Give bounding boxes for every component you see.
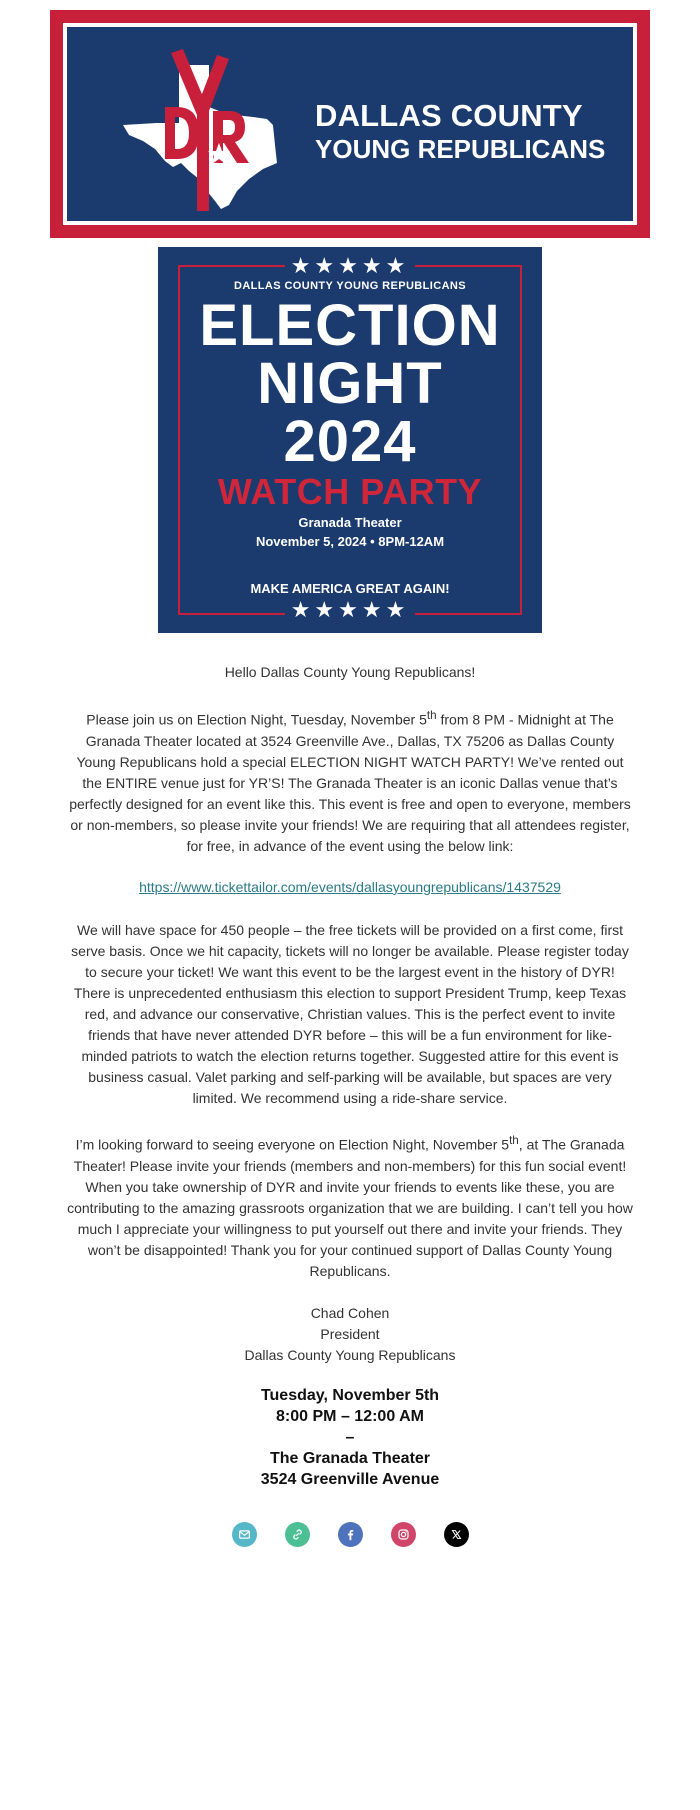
closing-text-b: , at The Granada Theater! Please invite your friends (members and non-members) for this fun social event! When you take ownership of DYR and invite your friends to events like these, you are contributing to the amazing grassroots organization that we are building. I can’t tell you how much I appreciate your willingness to put yourself out there and invite your friends. They won’t be disappointed! Thank you for your continued support of Dallas County Young Republicans. xyxy=(67,1136,633,1279)
poster-date: November 5, 2024 • 8PM-12AM xyxy=(255,534,445,549)
poster-slogan: MAKE AMERICA GREAT AGAIN! xyxy=(250,581,450,596)
intro-text-b: from 8 PM - Midnight at The Granada Theater located at 3524 Greenville Ave., Dallas, TX 75206 as Dallas County Young Republicans hold a special ELECTION NIGHT WATCH PARTY! We’ve rented out the ENTIRE venue just for YR’S! The Granada Theater is an iconic Dallas venue that’s perfectly designed for an event like this. This event is free and open to everyone, members or non-members, so please invite your friends! We are requiring that all attendees register, for free, in advance of the event using the below link: xyxy=(69,711,631,854)
greeting: Hello Dallas County Young Republicans! xyxy=(224,664,476,680)
closing-text-a: I’m looking forward to seeing everyone on Election Night, November 5 xyxy=(75,1136,510,1153)
mail-icon[interactable] xyxy=(232,1522,257,1547)
x-icon[interactable] xyxy=(444,1522,469,1547)
banner-title: DALLAS COUNTY xyxy=(315,98,583,133)
poster-election: ELECTION xyxy=(199,293,501,358)
header-banner xyxy=(50,10,650,238)
poster-year: 2024 xyxy=(283,409,417,474)
social-links xyxy=(0,1522,700,1548)
poster-venue: Granada Theater xyxy=(298,515,402,530)
signature-name: Chad Cohen xyxy=(310,1305,390,1321)
capacity-paragraph: We will have space for 450 people – the free tickets will be provided on a first come, first serve basis. Once we hit capacity, tickets will no longer be available. Please register today to secure your ticket! We want this event to be the largest event in the history of DYR! There is unprecedented enthusiasm this election to support President Trump, keep Texas red, and advance our conservative, Christian values. This is the perfect event to invite friends that have never attended DYR before – this will be a fun environment for like-minded patriots to watch the election returns together. Suggested attire for this event is business casual. Valet parking and self-parking will be available, but spaces are very limited. We recommend using a ride-share service. xyxy=(71,922,629,1106)
intro-text-a: Please join us on Election Night, Tuesday, November 5 xyxy=(86,711,427,728)
instagram-icon[interactable] xyxy=(391,1522,416,1547)
poster-night: NIGHT xyxy=(257,351,443,416)
event-venue: The Granada Theater xyxy=(269,1450,431,1467)
closing-sup: th xyxy=(509,1134,519,1147)
poster-stars-bottom xyxy=(158,599,542,621)
event-time: 8:00 PM – 12:00 AM xyxy=(276,1408,424,1425)
stars-top-icon: ★★★★★ xyxy=(285,253,416,278)
signature xyxy=(66,1303,634,1366)
event-separator: – xyxy=(345,1429,355,1446)
dyr-logo-texas-icon xyxy=(117,45,287,215)
facebook-icon[interactable] xyxy=(338,1522,363,1547)
intro-sup: th xyxy=(426,709,437,722)
poster-stars-top xyxy=(158,255,542,277)
banner-inner xyxy=(63,23,637,225)
intro-paragraph xyxy=(66,705,634,857)
signature-org: Dallas County Young Republicans xyxy=(244,1347,456,1363)
link-icon[interactable] xyxy=(285,1522,310,1547)
closing-paragraph xyxy=(66,1130,634,1282)
election-night-poster xyxy=(158,247,542,633)
event-date: Tuesday, November 5th xyxy=(260,1387,440,1404)
registration-link[interactable]: https://www.tickettailor.com/events/dallasyoungrepublicans/1437529 xyxy=(139,879,561,895)
event-details xyxy=(0,1385,700,1490)
poster-watch-party: WATCH PARTY xyxy=(217,471,483,512)
event-address: 3524 Greenville Avenue xyxy=(260,1471,440,1488)
signature-title: President xyxy=(320,1326,380,1342)
poster-org: DALLAS COUNTY YOUNG REPUBLICANS xyxy=(233,280,466,292)
banner-subtitle: YOUNG REPUBLICANS xyxy=(315,134,606,164)
stars-bottom-icon: ★★★★★ xyxy=(285,597,416,622)
